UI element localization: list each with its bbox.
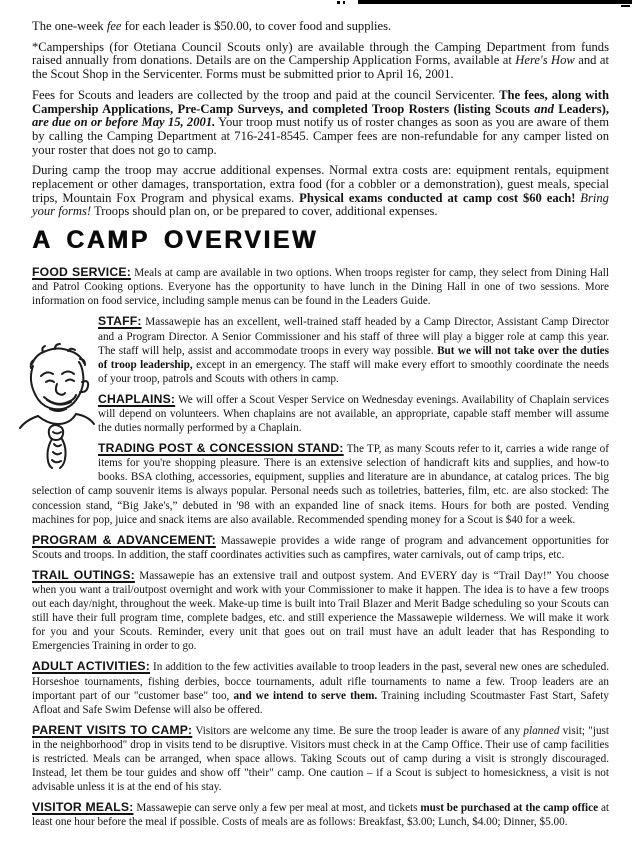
intro-paragraph [32, 164, 609, 219]
text-run: During camp the troop may accrue additional expenses. Normal extra costs are: equipment rentals, equipment replacement or other damages, transportation, extra food (for a cobbler or a demonstration), guest meals, special trips, Mountain Fox Program and physical exams. [32, 163, 609, 205]
scan-artifact-tick [337, 1, 340, 4]
text-run: The one-week [32, 19, 107, 33]
scout-illustration [10, 340, 86, 470]
text-run: We will offer a Scout Vesper Service on Wednesday evenings. Availability of Chaplain services will depend on volunteers. When chaplains are not available, an appropriate, capable staff member will assume the duties normally performed by a Chaplain. [98, 393, 609, 435]
text-run: Bring your forms! [32, 190, 609, 219]
text-run: visit; "just in the neighborhood" drop in visits tend to be disruptive. Visitors must check in at the Camp Office. Their use of camp facilities is restricted. Meals can be arranged, when space allows. Taking Scouts out of camp during a visit is strongly discouraged. Instead, let them be tour guides and show off "their" camp. One caution – if a Scout is subject to homesickness, a visit is not advisable unless it is at the end of his stay. [32, 724, 609, 794]
text-run: Massawepie has an excellent, well-trained staff headed by a Camp Director, Assistant Camp Director and a Program Director. A Senior Commissioner and his staff of three will play a bigger role at camp this year. The staff will help, assist and accommodate troops in every way possible. [98, 316, 609, 357]
intro-paragraph [32, 41, 609, 82]
text-run: and [534, 101, 554, 116]
section-paragraph [32, 265, 609, 308]
text-run: Massawepie can serve only a few per meal at most, and tickets [136, 802, 421, 815]
intro-paragraph [32, 20, 609, 34]
scan-artifact-line [358, 0, 632, 4]
text-run: Your troop must notify us of roster changes as soon as you are aware of them by calling the Camping Department at 716-241-8545. Camper fees are non-refundable for any camper listed on your roster that does not go to camp. [32, 115, 609, 157]
section-paragraph [32, 314, 609, 385]
section-heading: TRADING POST & CONCESSION STAND: [98, 441, 344, 456]
section-heading: CHAPLAINS: [98, 391, 176, 406]
section-paragraph [32, 441, 609, 527]
text-run: Here's How [515, 53, 575, 68]
text-run: Fees for Scouts and leaders are collected by the troop and paid at the council Servicenter. [32, 87, 500, 102]
text-run: Meals at camp are available in two options. When troops register for camp, they select from Dining Hall and Patrol Cooking options. Everyone has the opportunity to have lunch in the Dining Hall in one of two sessions. More information on food service, including sample menus can be found in the Leaders Guide. [32, 267, 609, 308]
text-run: Leaders), [553, 101, 609, 116]
section-paragraph [32, 392, 609, 435]
text-run: are due on or before May 15, 2001. [32, 115, 216, 130]
section-paragraph [32, 723, 609, 794]
text-run: Massawepie provides a wide range of program and advancement opportunities for Scouts and troops. In addition, the staff coordinates activities such as campfires, water carnivals, out of camp trips, etc. [32, 534, 609, 561]
section-heading: STAFF: [98, 314, 142, 329]
camp-overview-sections [32, 265, 609, 829]
text-run: Visitors are welcome any time. Be sure the troop leader is aware of any [195, 724, 524, 737]
intro-paragraph [32, 89, 609, 158]
text-run: In addition to the few activities available to troop leaders in the past, several new ones are scheduled. Horseshoe tournaments, fishing derbies, bocce tournaments, adult rifle tournaments to name a few. Troop leaders are an important part of our "customer base" too, [32, 661, 609, 702]
text-run: Physical exams conducted at camp cost $60 each! [299, 190, 576, 205]
section-heading: FOOD SERVICE: [32, 265, 131, 280]
intro-paragraphs [32, 20, 609, 219]
section-heading: TRAIL OUTINGS: [32, 567, 135, 582]
text-run: and we intend to serve them. [233, 689, 378, 702]
text-run: and at the Scout Shop in the Servicenter. Forms must be submitted prior to April 16, 2001. [32, 53, 609, 82]
section-paragraph [32, 659, 609, 716]
text-run: for each leader is $50.00, to cover food and supplies. [121, 19, 392, 33]
text-run: The fees, along with Campership Applications, Pre-Camp Surveys, and completed Troop Rosters (listing Scouts [32, 87, 609, 116]
text-run: Massawepie has an extensive trail and outpost system. And EVERY day is “Trail Day!” You choose when you want a trail/outpost overnight and work with your Commissioner to make it happen. The idea is to have a few troops out each day/night, throughout the week. Make-up time is built into Trail Blazer and Merit Badge scheduling so your Scouts can still have their full program time, complete badges, etc. and still experience the Massawepie wilderness. We will make it work for you and your Scouts. Reminder, every unit that goes out on trail must have an adult leader that has Responding to Emergencies Training in order to go. [32, 569, 610, 653]
scan-artifact-tick [343, 1, 345, 4]
text-run: at least one hour before the meal if possible. Costs of meals are as follows: Breakfast, $3.00; Lunch, $4.00; Dinner, $5.00. [32, 802, 610, 829]
text-run: *Camperships (for Otetiana Council Scouts only) are available through the Camping Department from funds raised annually from donations. Details are on the Campership Application Forms, available at [32, 39, 609, 68]
section-heading: PROGRAM & ADVANCEMENT: [32, 532, 216, 547]
text-run: Troops should plan on, or be prepared to cover, additional expenses. [91, 204, 438, 219]
text-run: except in an emergency. The staff will make every effort to smoothly coordinate the needs of your troop, patrols and Scouts with others in camp. [98, 358, 609, 385]
section-heading: VISITOR MEALS: [32, 800, 134, 815]
text-run: Training including Scoutmaster Fast Start, Safety Afloat and Safe Swim Defense will also be offered. [32, 689, 609, 716]
text-run: But we will not take over the duties of troop leadership, [98, 344, 609, 371]
text-run: planned [523, 724, 560, 737]
section-heading: PARENT VISITS TO CAMP: [32, 722, 193, 737]
text-run: must be purchased at the camp office [420, 802, 599, 815]
section-heading: ADULT ACTIVITIES: [32, 659, 151, 674]
scan-artifact-tick [621, 5, 630, 7]
section-paragraph [32, 533, 609, 562]
section-paragraph [32, 568, 609, 654]
overview-heading: A CAMP OVERVIEW [32, 226, 318, 255]
text-run: The TP, as many Scouts refer to it, carries a wide range of items for you're shopping pleasure. There is an extensive selection of handicraft kits and supplies, and how-to books. BSA clothing, accessories, equipment, supplies and literature are in abundance, at catalog prices. The big selection of camp souvenir items is always popular. Personal needs such as toiletries, batteries, film, etc. are also stocked: The concession stand, “Big Jake's,” debuted in '98 with an expanded line of snack items. Hours for both are posted. Vending machines for pop, juice and snack items are also available. Recommended spending money for a Scout is $40 for a week. [32, 443, 609, 526]
text-run: fee [106, 19, 122, 33]
section-paragraph [32, 800, 609, 829]
